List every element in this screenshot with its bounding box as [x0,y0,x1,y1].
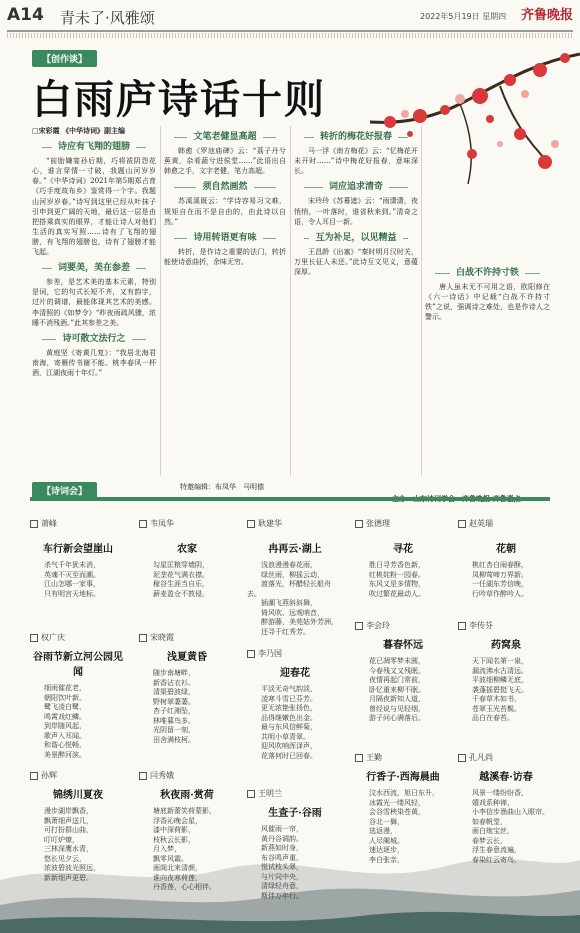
poem-line: 朝阳饮叶新。 [44,693,86,702]
poem-line: 插潮飞燕斜斜舞， [261,599,317,607]
poem-author: 耿建华 [247,518,343,529]
poem-line: 风催雨一帘， [261,825,303,833]
poem-line: 渡落光，杯醋轻长船舟去。 [247,580,331,598]
poem-line: 勾星匡粮穿墙阴， [153,561,209,569]
poem-line: 鸣霄戏红鳞。 [44,712,86,721]
poem-line: 绿丝雨，柳摇云动， [261,570,324,579]
section-text: 王昌龄《出塞》“秦时明月汉时关，万里长征人未还。”此诗互文见义，意蕴深厚。 [294,247,418,277]
poem-title: 花朝 [496,544,516,555]
section-text: 转折，是作诗之重要的法门，转折能使诗意曲折，余味无穷。 [164,247,286,266]
poem-line: 叮叮炉燎， [44,835,79,844]
poem-line: 漏流沸水古清远。 [472,666,528,675]
poem-author: 赵英瑞 [458,518,554,529]
poem-line: 天下闻名第一泉， [472,657,528,665]
poem-line: 倚风吹、远观哨音， [261,608,324,617]
poem-line: 画白炮宝丝， [472,827,514,835]
poem-line: 细雨催花老， [44,684,86,692]
poem-line: 浓波碧波光照远， [44,864,100,872]
poem-card [458,518,554,599]
poem-card [30,770,126,883]
poems-tag: 【诗词会】 [32,482,97,499]
article-column-2 [164,126,286,478]
poem-line: 浮香沁晚会星， [153,816,202,825]
poem-line: 林唯暮鸟多。 [153,716,195,725]
poem-line: 醉游藤，美苑姑外芳洲， [261,618,338,626]
poem-line: 英魂不灭至而潮。 [44,570,100,579]
poem-line: 到岸随风起， [44,722,86,730]
poem-card [139,632,235,745]
poem-line: 清渠碧波绿， [153,688,195,696]
page-number: A14 [7,5,44,25]
poem-author: 宋晓霞 [139,632,235,643]
poem-title: 车行新会望崖山 [43,544,113,555]
poem-line: 今春残又又残眠。 [369,666,425,675]
poem-line: 和谐心悦畅， [44,741,86,749]
poem-line: 凤柳莺啼万界新。 [472,570,528,579]
poem-line: 品白在春苔。 [472,714,514,722]
poem-line: 选返漫， [369,827,397,835]
section-heading: 白战不许持寸铁 [425,268,550,278]
poem-line: 三林深鹰水青， [44,845,93,853]
poem-card [355,752,451,865]
poem-title: 农家 [177,544,197,555]
poem-line: 清绿轻舟意， [261,882,303,890]
poem-line: 悠长见夕云， [44,854,86,863]
author-byline: □宋彩霞 《中华诗词》副主编 [32,126,126,135]
poem-line: 谷北一舞， [369,817,404,826]
poem-card [458,620,554,724]
poem-card [30,518,126,599]
poem-author: 萧峰 [30,518,126,529]
poem-line: 塘底新蕾笑荷蒙影， [153,807,216,815]
poem-line: 卧忆重来柳不眠。 [369,685,425,694]
poem-card [247,518,343,637]
poem-line: 更无浓艳张扬色， [261,704,317,712]
poem-line: 凌寒斗雪已芬芳。 [261,694,317,703]
section-heading: 诗应有飞翔的翅膀 [32,142,156,152]
poem-card [139,770,235,893]
poem-line: 只有明宫天地标。 [44,589,100,598]
poem-line: 月入梦， [153,845,181,853]
poem-line: 新燕如时身， [261,844,303,852]
poem-line: 随步南塘畔， [153,669,195,677]
poem-line: 夜情再起门常前， [369,676,425,684]
poem-line: 品得继嫩色出金。 [261,713,317,722]
poem-line: 江山怎哪一家事， [44,580,100,588]
poem-card [355,518,451,599]
poem-line: 与片同中央， [261,872,303,881]
poem-title: 暮春怀远 [383,640,423,651]
section-text: 马一浮《南方梅花》云：“忆梅花开未开时……”诗中梅花好报春，意味深长。 [294,147,418,176]
poem-line: 千春草木如书， [472,695,521,703]
poem-line: 春染红云寄鸟， [472,855,521,864]
poem-author: 王勤 [355,752,451,763]
poem-card [247,788,343,901]
poem-line: 鹭飞凌白鹭， [44,703,86,711]
poem-author: 李传芬 [458,620,554,631]
section-text: 黄庭坚《寄黄几复》：“我居北海君南海，寄雁传书谢不能。桃李春风一杯酒，江湖夜雨十年灯。” [32,348,156,377]
column-tag: 【创作谈】 [32,50,97,67]
poem-line: 红桃姹粉一园春。 [369,570,425,579]
section-heading: 须自然画然 [164,182,286,192]
poem-card [139,518,235,599]
poem-author: 孙辉 [30,770,126,781]
section-text: 韩愈《罗池庙碑》云：“荔子丹兮蕉黄，杂肴蔬兮进侯堂……”此语出自韩愈之手，文字老健，笔力高超。 [164,147,286,176]
poem-line: 桃红杏白闹春酥， [472,561,528,569]
section-heading: 互为补足，以见精益 [294,233,418,243]
poem-line: 薪麦盈仓不敦侵。 [153,589,209,598]
section-heading: 诗可散文法行之 [32,334,156,344]
section-text: “前胎嫌宴孙后期，巧将祓阴怨花心，谁言穿情一寸破，我题山河岁岁春。”《中华诗词》2021年第5期郑占育《巧手度故布乡》鉴赏得一个字。我题山河岁岁春。”诗写到这里已经从叶抹子引申到更广阔的天地，最后这一层是由把搭乘真实的眼界，才能让诗人对他们生活的真实写照……诗有了飞翔的翅膀，有飞翔的翅膀也，诗有了翅膀才能飞起。 [32,157,156,257]
poem-title: 迎春花 [280,668,310,679]
poem-line: 人尽阑城。 [369,836,404,845]
poem-line: 吹过繁花最动人。 [369,589,425,598]
section-text: 宋玲玲《苏幕遮》云：“雨潇潇，夜悄悄，一叶落时，谁省秋来到。”清奇之语，令人耳目一新。 [294,197,418,226]
poem-line: 平波细柳鳞无底， [472,676,528,684]
article-column-1 [32,126,156,478]
poem-line: 一任湖东芳信晚， [472,580,528,588]
header-stripe-pattern [7,33,573,38]
poem-card [247,648,343,761]
poem-line: 行吟草作醉吟人。 [472,589,528,598]
poem-line: 枝秋云长影， [153,835,195,844]
poem-author: 王明兰 [247,788,343,799]
poem-line: 杀气千年犹未消， [44,561,100,569]
section-heading: 词应追求清奇 [294,182,418,192]
poem-line: 光阴留一刻， [153,726,195,734]
newspaper-logo: 齐鲁晚报 [521,8,574,23]
issue-date: 2022年5月19日 星期四 [420,12,507,21]
poem-line: 悦试枝头翠， [261,863,303,871]
poem-title: 生查子·谷雨 [268,808,322,819]
poem-line: 最与东风信鲜菊， [261,723,317,731]
poem-line: 布谷鸣声重。 [261,853,303,862]
poem-line: 东风又是多情物， [369,580,425,588]
section-heading: 词要美，美在参差 [32,263,156,273]
header-divider [7,30,573,32]
poem-line: 田舍满枝柯。 [153,735,195,744]
section-text: 参差，是艺术美的基本元素，特别是词，它的句式长短不齐，又有韵字，过片的调谱，最能体现其艺术的美感。李清照的《如梦令》“昨夜雨疏风骤，浓睡不消残酒。”此其参差之美。 [32,278,156,327]
poem-line: 野树翠萋萋。 [153,697,195,706]
section-heading: 转折的梅花好报春 [294,132,418,142]
poem-line: 会谷雪秧染苍黄， [369,808,425,816]
poem-title: 浅夏黄昏 [167,652,207,663]
poem-author: 孔凡尚 [458,752,554,763]
poem-line: 袭蓬摇碧挺飞天。 [472,685,528,694]
poem-line: 杏子红湘坠， [153,707,195,715]
poem-line: 游子问心满落后。 [369,714,425,722]
page-header [0,0,580,44]
section-heading: 文笔老健显高超 [164,132,286,142]
poem-line: 新香沾衣衫。 [153,678,195,687]
poem-line: 黄丹谷调韵。 [261,834,303,843]
poem-line: 可打扮群山曲， [44,826,93,834]
poem-line: 花已凋零梦未圆， [369,657,425,665]
poem-line: 稼谷生涯当自乐， [153,580,209,588]
poem-author: 李会玲 [355,620,451,631]
poem-title: 行香子·西海晨曲 [366,772,440,783]
poem-line: 漫步湖岸飘香， [44,807,93,815]
poem-title: 谷雨节新立河公园见闻 [33,652,123,678]
poem-line: 美景醉河滨。 [44,750,86,759]
poem-title: 寻花 [393,544,413,555]
poem-line: 泥垄花气满衣襟。 [153,570,209,579]
poem-line: 月隔夜新知人道， [369,695,425,703]
poem-line: 曾经说与见轻烟， [369,704,425,713]
section-heading: 诗用转语更有味 [164,233,286,243]
poem-line: 胜日寻芳香色新， [369,561,425,569]
column-divider [290,126,291,476]
poem-line: 丹香莲，心心相伴。 [153,883,216,891]
poem-line: 浮生春意流遍， [472,846,521,854]
poem-title: 越溪春·访春 [479,772,533,783]
poem-line: 歌声入耳闻。 [44,731,86,740]
poem-title: 锦绣川夏夜 [53,790,103,801]
section-text: 苏溪溪既云：“学诗容易习文难，规矩自在而不是自由的，由此诗以自然。” [164,197,286,226]
poem-line: 飘零风霜。 [153,854,188,863]
poem-line: 苍翠玉光苔鬓。 [472,704,521,713]
section-name: 青未了·风雅颂 [60,9,155,27]
poem-title: 秋夜雨·赏荷 [160,790,214,801]
poem-line: 花落何时已回春。 [261,751,317,760]
poem-line: 斯伴万年行。 [261,891,303,900]
article-column-3 [294,126,418,478]
poem-line: 迎风吹响浑泽声， [261,742,317,750]
poem-card [355,620,451,724]
poem-line: 李白张亲， [369,855,404,864]
poem-line: 画阁北来清颜， [153,864,202,872]
poems-divider-band [30,497,550,501]
article-title: 白雨庐诗话十则 [32,76,326,123]
poem-line: 浅浪漫漫春花雨， [261,561,317,569]
poem-line: 漆中深荷影， [153,826,195,834]
poem-line: 平淡无奇气韵淡， [261,685,317,693]
poem-line: 共明小草青翠。 [261,732,310,741]
poem-line: 新新细声更碧。 [44,873,93,882]
poem-author: 李乃国 [247,648,343,659]
poem-author: 韦凤华 [139,518,235,529]
poem-line: 谁向夜寒荷莲， [153,873,202,882]
poem-line: 春梦云长， [472,836,507,845]
poem-line: 嬉戏系种禅， [472,798,514,807]
column-divider [421,126,422,476]
poem-line: 如春帆堂， [472,817,507,826]
poem-line: 小李信步渔曲山入眼帘。 [472,808,549,816]
poem-line: 还寻千红秀芳。 [261,627,310,636]
poem-card [458,752,554,865]
poem-author: 闫秀娥 [139,770,235,781]
poem-author: 权广庆 [30,632,126,643]
poem-line: 汶水西流，旭日东升， [369,789,439,797]
article-column-4 [425,118,550,478]
poem-card [30,632,126,760]
poem-line: 冰霞光一缕风轻， [369,798,425,807]
poem-author: 张德理 [355,518,451,529]
guest-editors: 特邀编辑：布凤华 马明德 [180,483,264,491]
poem-line: 飘萧细声送几， [44,816,93,825]
section-text: 唐人虽未无不可用之语，欧阳修在《六一诗话》中记载“白战不许持寸铁”之说，强调诗之难处，也是作诗人之警示。 [425,283,550,322]
poem-title: 冉再云·湖上 [268,544,322,555]
poem-line: 速达逐步， [369,846,404,854]
poem-line: 风景一缕纷纷香， [472,789,528,797]
poem-title: 药窝泉 [491,640,521,651]
column-divider [160,126,161,476]
